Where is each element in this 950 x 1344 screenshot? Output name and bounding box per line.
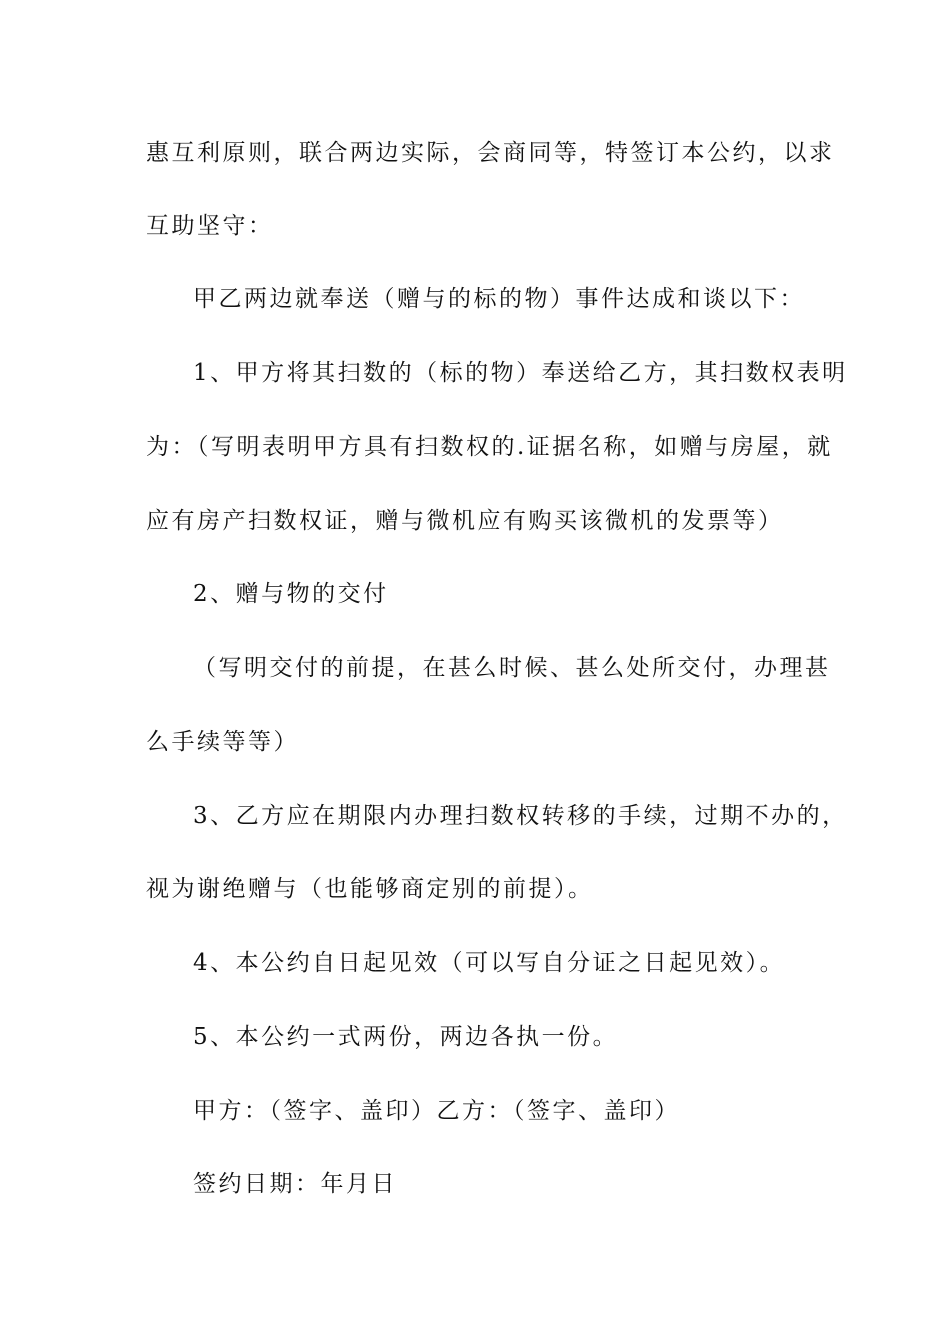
clause-1-line: 应有房产扫数权证，赠与微机应有购买该微机的发票等） [146, 508, 784, 534]
clause-3-line: 3、乙方应在期限内办理扫数权转移的手续，过期不办的， [193, 803, 848, 829]
clause-4-line: 4、本公约自日起见效（可以写自分证之日起见效）。 [193, 950, 786, 976]
signature-line: 甲方：（签字、盖印）乙方：（签字、盖印） [193, 1098, 680, 1124]
paragraph-line: 互助坚守： [146, 213, 274, 239]
clause-2-note-line: （写明交付的前提，在甚么时候、甚么处所交付，办理甚 [193, 655, 831, 681]
clause-1-line: 为：（写明表明甲方具有扫数权的.证据名称，如赠与房屋，就 [146, 434, 833, 460]
clause-2-note-line: 么手续等等） [146, 729, 299, 755]
paragraph-line: 甲乙两边就奉送（赠与的标的物）事件达成和谈以下： [193, 286, 805, 312]
signing-date-line: 签约日期：年月日 [193, 1171, 397, 1197]
clause-5-line: 5、本公约一式两份，两边各执一份。 [193, 1024, 619, 1050]
clause-1-line: 1、甲方将其扫数的（标的物）奉送给乙方，其扫数权表明 [193, 360, 848, 386]
clause-3-line: 视为谢绝赠与（也能够商定别的前提）。 [146, 876, 594, 902]
paragraph-line: 惠互利原则，联合两边实际，会商同等，特签订本公约，以求 [146, 140, 835, 166]
clause-2-line: 2、赠与物的交付 [193, 581, 389, 607]
